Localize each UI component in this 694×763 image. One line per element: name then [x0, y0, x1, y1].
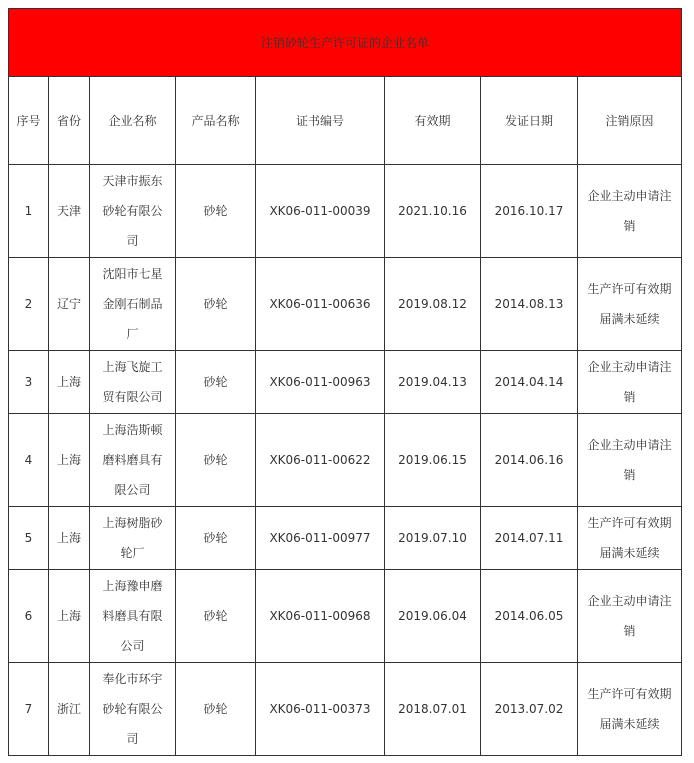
row-province: 上海 [49, 351, 90, 414]
row-issued: 2014.07.11 [481, 507, 578, 570]
row-valid: 2019.07.10 [385, 507, 481, 570]
row-reason [578, 507, 682, 570]
row-cert: XK06-011-00039 [256, 165, 385, 258]
table-row [9, 414, 682, 507]
row-no: 7 [9, 663, 49, 756]
row-reason [578, 663, 682, 756]
header-no: 序号 [9, 77, 49, 165]
row-reason [578, 351, 682, 414]
row-issued: 2014.04.14 [481, 351, 578, 414]
row-reason-text: 企业主动申请注销 [587, 438, 672, 482]
row-reason-text: 企业主动申请注销 [587, 189, 672, 233]
row-reason [578, 570, 682, 663]
row-cert: XK06-011-00622 [256, 414, 385, 507]
header-province: 省份 [49, 77, 90, 165]
row-no: 4 [9, 414, 49, 507]
table-row [9, 258, 682, 351]
row-cert: XK06-011-00968 [256, 570, 385, 663]
row-product: 砂轮 [176, 570, 256, 663]
header-company: 企业名称 [90, 77, 176, 165]
row-valid: 2021.10.16 [385, 165, 481, 258]
row-cert: XK06-011-00636 [256, 258, 385, 351]
row-reason-text: 生产许可有效期届满未延续 [587, 516, 672, 560]
row-issued: 2014.06.16 [481, 414, 578, 507]
row-company-text: 上海豫申磨料磨具有限公司 [102, 579, 163, 653]
row-reason-text: 企业主动申请注销 [587, 594, 672, 638]
row-reason [578, 258, 682, 351]
row-reason-text: 生产许可有效期届满未延续 [587, 687, 672, 731]
row-no: 2 [9, 258, 49, 351]
row-no: 1 [9, 165, 49, 258]
row-valid: 2019.06.04 [385, 570, 481, 663]
header-cert: 证书编号 [256, 77, 385, 165]
row-reason-text: 生产许可有效期届满未延续 [587, 282, 672, 326]
row-reason [578, 414, 682, 507]
row-no: 3 [9, 351, 49, 414]
header-issued: 发证日期 [481, 77, 578, 165]
header-valid: 有效期 [385, 77, 481, 165]
row-cert: XK06-011-00373 [256, 663, 385, 756]
row-province: 上海 [49, 570, 90, 663]
row-valid: 2019.04.13 [385, 351, 481, 414]
row-company-text: 上海浩斯顿磨料磨具有限公司 [102, 423, 163, 497]
revoked-license-table [8, 8, 682, 756]
row-cert: XK06-011-00963 [256, 351, 385, 414]
title-row [9, 9, 682, 77]
row-product: 砂轮 [176, 507, 256, 570]
row-province: 上海 [49, 414, 90, 507]
row-valid: 2019.08.12 [385, 258, 481, 351]
row-company-text: 上海飞旋工贸有限公司 [102, 360, 163, 404]
table-row [9, 165, 682, 258]
row-province: 上海 [49, 507, 90, 570]
row-reason [578, 165, 682, 258]
table-row [9, 507, 682, 570]
row-product: 砂轮 [176, 414, 256, 507]
header-row [9, 77, 682, 165]
row-company [90, 351, 176, 414]
row-company-text: 沈阳市七星金刚石制品厂 [102, 267, 163, 341]
table-title: 注销砂轮生产许可证的企业名单 [9, 9, 682, 77]
row-cert: XK06-011-00977 [256, 507, 385, 570]
row-valid: 2019.06.15 [385, 414, 481, 507]
row-no: 5 [9, 507, 49, 570]
row-company-text: 奉化市环宇砂轮有限公司 [102, 672, 163, 746]
row-company [90, 570, 176, 663]
row-product: 砂轮 [176, 165, 256, 258]
row-issued: 2014.08.13 [481, 258, 578, 351]
row-company [90, 507, 176, 570]
row-issued: 2013.07.02 [481, 663, 578, 756]
row-issued: 2016.10.17 [481, 165, 578, 258]
row-product: 砂轮 [176, 258, 256, 351]
row-province: 辽宁 [49, 258, 90, 351]
row-company [90, 165, 176, 258]
row-product: 砂轮 [176, 351, 256, 414]
row-company-text: 上海树脂砂轮厂 [102, 516, 163, 560]
row-reason-text: 企业主动申请注销 [587, 360, 672, 404]
header-reason: 注销原因 [578, 77, 682, 165]
table-row [9, 351, 682, 414]
row-valid: 2018.07.01 [385, 663, 481, 756]
header-product: 产品名称 [176, 77, 256, 165]
table-row [9, 663, 682, 756]
row-no: 6 [9, 570, 49, 663]
row-issued: 2014.06.05 [481, 570, 578, 663]
row-company [90, 258, 176, 351]
row-company-text: 天津市振东砂轮有限公司 [102, 174, 163, 248]
table-row [9, 570, 682, 663]
row-company [90, 663, 176, 756]
row-province: 浙江 [49, 663, 90, 756]
row-product: 砂轮 [176, 663, 256, 756]
row-province: 天津 [49, 165, 90, 258]
row-company [90, 414, 176, 507]
